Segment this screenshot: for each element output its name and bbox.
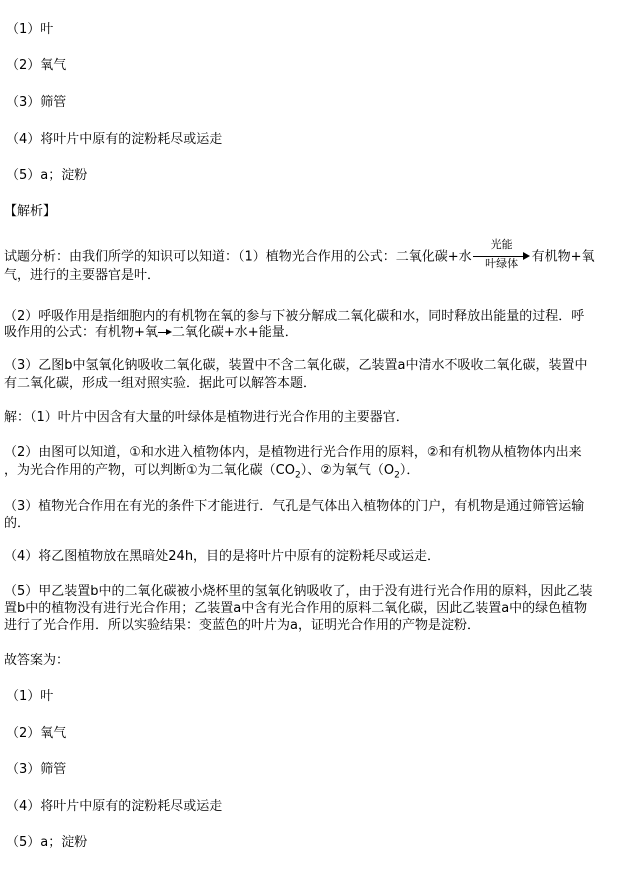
final-answer-heading: 故答案为： [4,653,70,668]
solution-2-text-a: ，为光合作用的产物，可以判断①为二氧化碳（CO [4,463,295,478]
final-answer-4: （4）将叶片中原有的淀粉耗尽或运走 [6,799,223,814]
solution-5-line-3: 进行了光合作用．所以实验结果：变蓝色的叶片为a，证明光合作用的产物是淀粉． [4,618,480,633]
analysis-heading: 【解析】 [4,204,57,219]
arrow-condition-light: 光能 [490,238,513,251]
solution-5-line-1: （5）甲乙装置b中的二氧化碳被小烧杯里的氢氧化钠吸收了，由于没有进行光合作用的原料，因此乙装 [4,584,593,599]
top-answer-3: （3）筛管 [6,95,67,110]
photosynthesis-formula-right: 有机物+氧 [531,249,595,265]
reaction-arrow [158,328,172,338]
top-answer-5: （5）a；淀粉 [6,168,88,183]
analysis-paragraph-1-line-2: 气，进行的主要器官是叶． [4,268,161,283]
top-answer-1: （1）叶 [6,22,54,37]
solution-2-text-c: ）． [399,463,420,478]
solution-2-line-2 [4,463,626,484]
top-answer-4: （4）将叶片中原有的淀粉耗尽或运走 [6,132,223,147]
solution-3-line-2: 的． [4,516,31,531]
reaction-arrow-light [473,238,531,270]
respiration-formula-right: 二氧化碳+水+能量． [171,325,298,340]
solution-2-text-b: ）、②为氧气（O [300,463,395,478]
solution-4: （4）将乙图植物放在黑暗处24h，目的是将叶片中原有的淀粉耗尽或运走． [4,549,441,564]
analysis-paragraph-2-line-2 [4,325,626,341]
respiration-formula-left: 吸作用的公式：有机物+氧 [4,325,158,340]
photosynthesis-formula-left: 试题分析：由我们所学的知识可以知道：（1）植物光合作用的公式：二氧化碳+水 [4,249,472,265]
o2-subscript: 2 [394,470,400,481]
solution-1: 解：（1）叶片中因含有大量的叶绿体是植物进行光合作用的主要器官． [4,410,409,425]
solution-2-line-1: （2）由图可以知道，①和水进入植物体内，是植物进行光合作用的原料，②和有机物从植物体内出来 [4,445,582,460]
solution-5-line-2: 置b中的植物没有进行光合作用；乙装置a中含有光合作用的原料二氧化碳，因此乙装置a中的绿色植物 [4,601,588,616]
co2-subscript: 2 [294,470,301,481]
final-answer-5: （5）a；淀粉 [6,835,88,850]
analysis-paragraph-1-line-1 [4,238,626,270]
final-answer-2: （2）氧气 [6,726,67,741]
top-answer-2: （2）氧气 [6,58,67,73]
analysis-paragraph-2-line-1: （2）呼吸作用是指细胞内的有机物在氧的参与下被分解成二氧化碳和水，同时释放出能量的过程．呼 [4,309,585,324]
arrow-condition-chloroplast: 叶绿体 [485,257,519,270]
analysis-paragraph-3-line-1: （3）乙图b中氢氧化钠吸收二氧化碳，装置中不含二氧化碳，乙装置a中清水不吸收二氧化碳，装置中 [4,358,588,373]
final-answer-1: （1）叶 [6,689,54,704]
solution-3-line-1: （3）植物光合作用在有光的条件下才能进行．气孔是气体出入植物体的门户，有机物是通过筛管运输 [4,499,585,514]
analysis-paragraph-3-line-2: 有二氧化碳，形成一组对照实验．据此可以解答本题． [4,376,317,391]
final-answer-3: （3）筛管 [6,762,67,777]
